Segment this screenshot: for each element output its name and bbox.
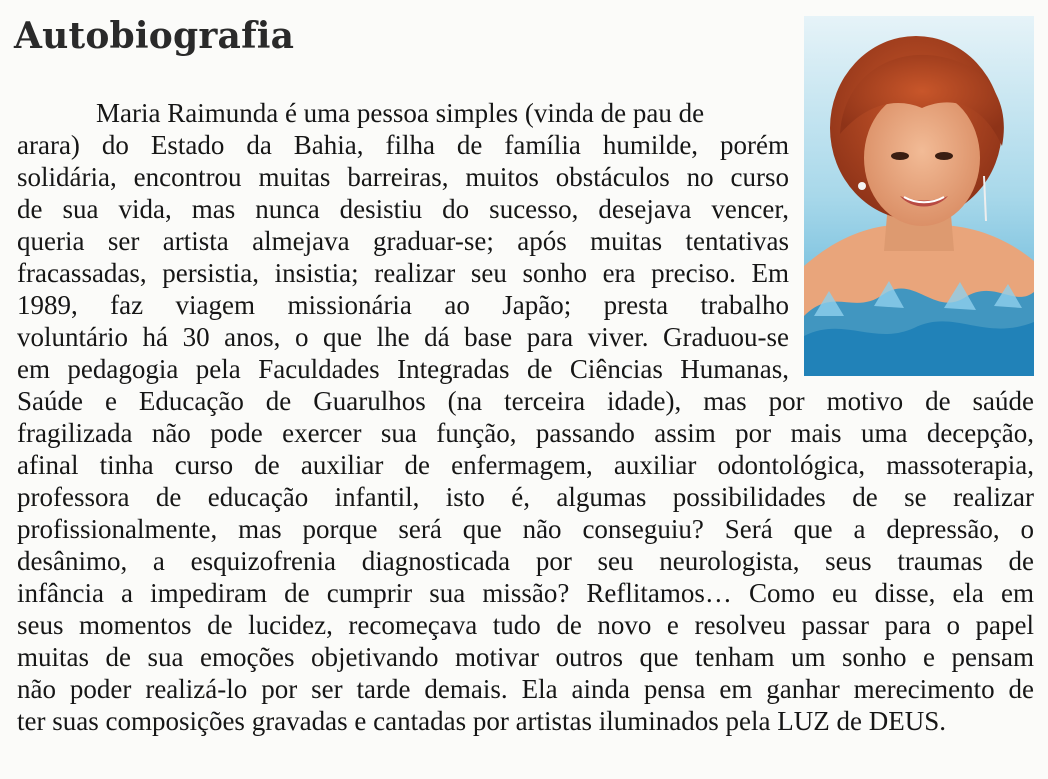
body-text-line: de sua vida, mas nunca desistiu do sucesso, desejava vencer, [17,194,789,224]
body-text-line: seus momentos de lucidez, recomeçava tudo de novo e resolveu passar para o papel [17,610,1034,640]
body-text-line: profissionalmente, mas porque será que não conseguiu? Será que a depressão, o [17,514,1034,544]
body-text-line: afinal tinha curso de auxiliar de enfermagem, auxiliar odontológica, massoterapia, [17,450,1034,480]
body-text-line: queria ser artista almejava graduar-se; após muitas tentativas [17,226,789,256]
body-text-line: muitas de sua emoções objetivando motivar outros que tenham um sonho e pensam [17,642,1034,672]
body-text-line: professora de educação infantil, isto é, algumas possibilidades de se realizar [17,482,1034,512]
body-text-line: 1989, faz viagem missionária ao Japão; presta trabalho [17,290,789,320]
body-text-line: fragilizada não pode exercer sua função, passando assim por mais uma decepção, [17,418,1034,448]
body-text-line: Saúde e Educação de Guarulhos (na terceira idade), mas por motivo de saúde [17,386,1034,416]
body-text-line: solidária, encontrou muitas barreiras, muitos obstáculos no curso [17,162,789,192]
body-text-line: desânimo, a esquizofrenia diagnosticada por seu neurologista, seus traumas de [17,546,1034,576]
page-title: Autobiografia [14,15,295,57]
body-text-line: arara) do Estado da Bahia, filha de família humilde, porém [17,130,789,160]
author-photo [804,16,1034,376]
body-text-line: não poder realizá-lo por ser tarde demais. Ela ainda pensa em ganhar merecimento de [17,674,1034,704]
body-text-line: infância a impediram de cumprir sua missão? Reflitamos… Como eu disse, ela em [17,578,1034,608]
body-text-line: voluntário há 30 anos, o que lhe dá base para viver. Graduou-se [17,322,789,352]
author-portrait-image [804,16,1034,376]
body-text-line: Maria Raimunda é uma pessoa simples (vinda de pau de [96,98,705,128]
body-text-line: em pedagogia pela Faculdades Integradas de Ciências Humanas, [17,354,789,384]
body-text-line: fracassadas, persistia, insistia; realizar seu sonho era preciso. Em [17,258,789,288]
body-text-line: ter suas composições gravadas e cantadas por artistas iluminados pela LUZ de DEUS. [17,706,946,736]
